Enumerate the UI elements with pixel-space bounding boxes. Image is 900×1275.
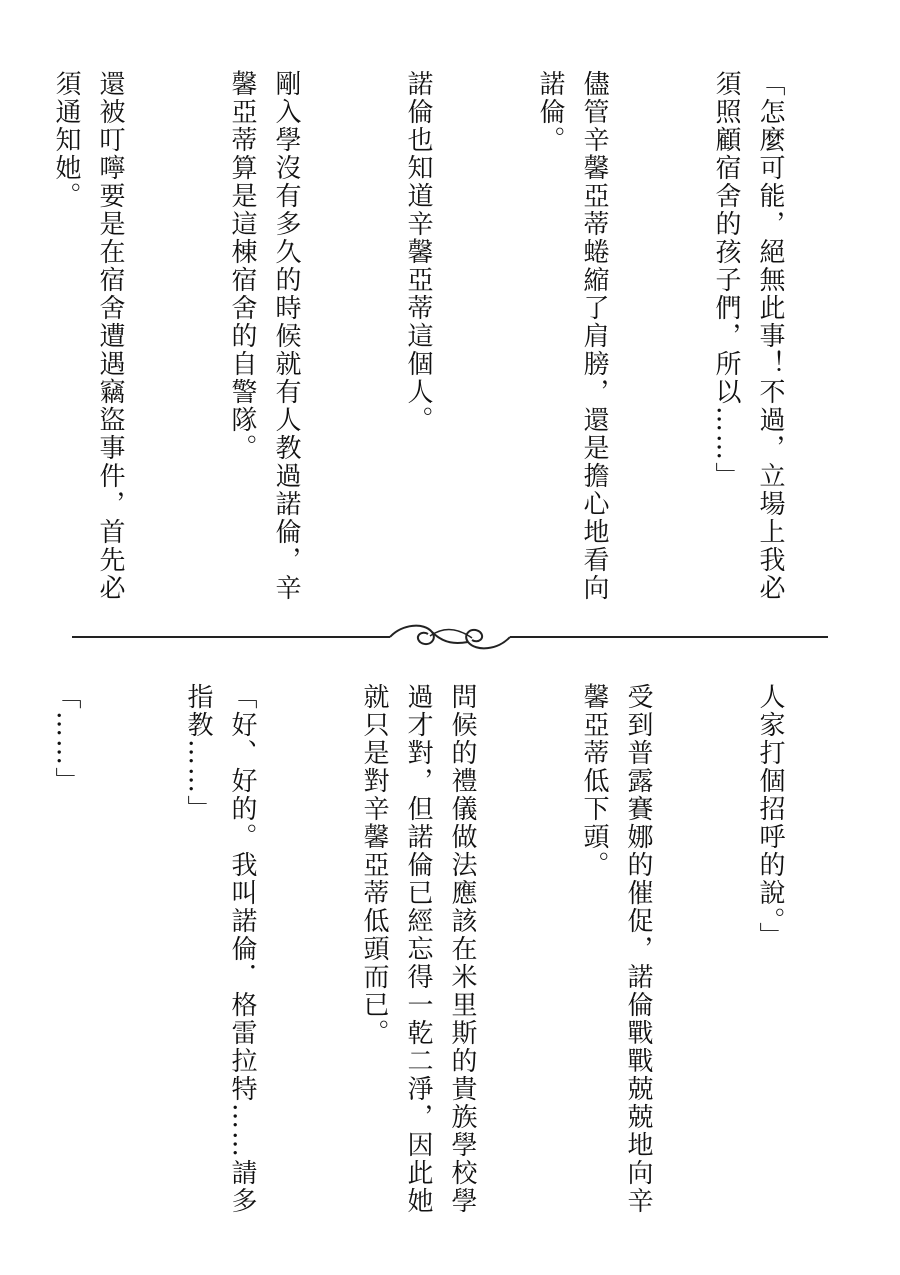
paragraph: 諾倫也知道辛馨亞蒂這個人。 [403, 70, 433, 434]
paragraph: 「怎麼可能，絕無此事！不過，立場上我必須照顧宿舍的孩子們，所以……」 [711, 70, 785, 602]
bottom-text-block [20, 683, 880, 1228]
paragraph: 人家打個招呼的說。」 [755, 683, 785, 950]
paragraph: 還被叮嚀要是在宿舍遭遇竊盜事件，首先必須通知她。 [51, 70, 125, 602]
paragraph: 剛入學沒有多久的時候就有人教過諾倫，辛馨亞蒂算是這棟宿舍的自警隊。 [227, 70, 301, 602]
paragraph: 「好、好的。我叫諾倫．格雷拉特……請多指教……」 [183, 683, 257, 1215]
paragraph: 受到普露賽娜的催促，諾倫戰戰兢兢地向辛馨亞蒂低下頭。 [579, 683, 653, 1215]
paragraph: 儘管辛馨亞蒂蜷縮了肩膀，還是擔心地看向諾倫。 [535, 70, 609, 602]
paragraph: 問候的禮儀做法應該在米里斯的貴族學校學過才對，但諾倫已經忘得一乾二淨，因此她就只是對辛馨亞蒂低頭而已。 [359, 683, 477, 1215]
scroll-ornament-icon [72, 614, 828, 660]
paragraph: 「……」 [51, 683, 81, 795]
top-text-block [20, 70, 880, 610]
